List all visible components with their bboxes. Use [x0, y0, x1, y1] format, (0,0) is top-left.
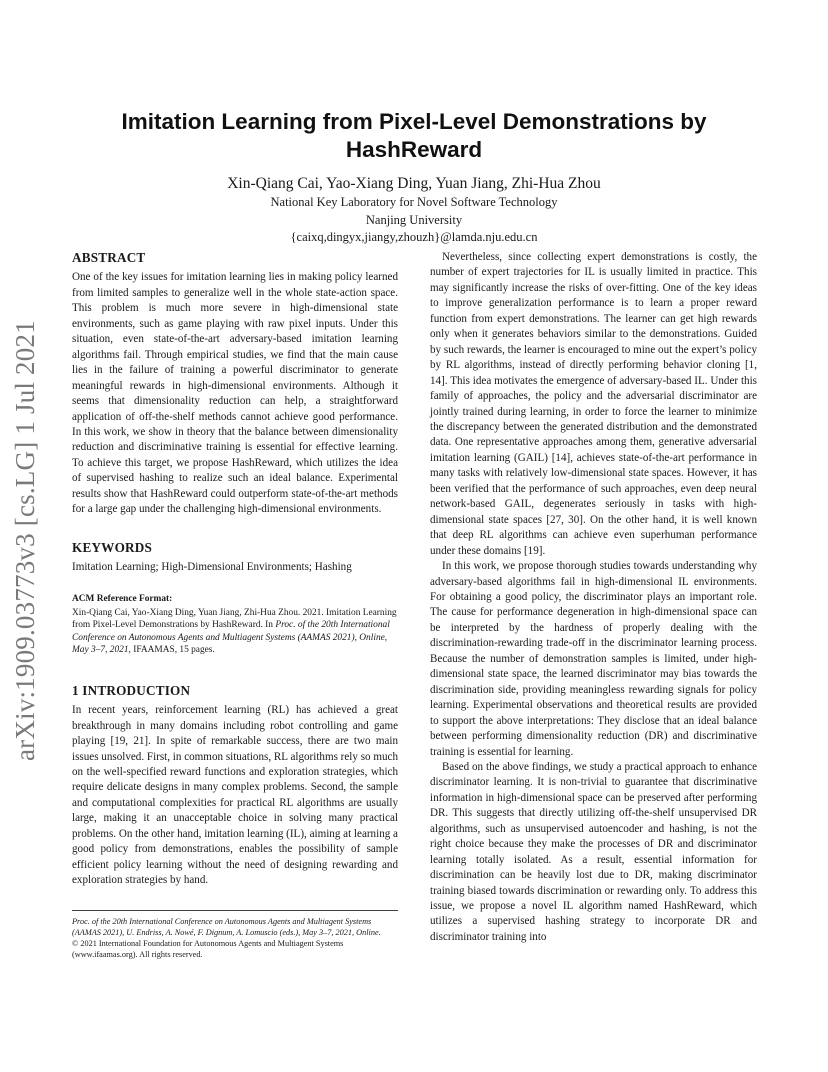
author-block: [100, 174, 728, 247]
copyright-footnote: [72, 910, 398, 960]
keywords-heading: KEYWORDS: [72, 539, 153, 555]
left-column: [72, 250, 398, 889]
paper-title: Imitation Learning from Pixel-Level Demonstrations by HashReward: [121, 109, 707, 162]
body-paragraph: Based on the above findings, we study a practical approach to enhance discriminator learning. It is non-trivial to guarantee that discriminative information in high-dimensional space can be preserved after performing DR. This suggests that directly utilizing off-the-shelf unsupervised DR algorithms, such as unsupervised autoencoder and hashing, is not the right choice because they make the processes of DR and discriminator learning totally isolated. As a result, essential information for discrimination can be heavily lost due to DR, making discriminator training biased towards discrimination or rewarding only. To address this issue, we propose a novel IL algorithm named HashReward, which utilizes a supervised hashing strategy to incorporate DR and discriminator training into: [430, 760, 757, 943]
affiliation-university: Nanjing University: [365, 212, 463, 227]
author-list: Xin-Qiang Cai, Yao-Xiang Ding, Yuan Jiang, Zhi-Hua Zhou: [227, 175, 601, 192]
keywords-text: Imitation Learning; High-Dimensional Environments; Hashing: [72, 561, 352, 574]
footnote-proceedings: Proc. of the 20th International Conference on Autonomous Agents and Multiagent Systems (AAMAS 2021), U. Endriss, A. Nowé, F. Dignum, A. Lomuscio (eds.), May 3–7, 2021, Online.: [72, 917, 381, 937]
footnote-copyright: © 2021 International Foundation for Autonomous Agents and Multiagent Systems (www.ifaamas.org). All rights reserved.: [72, 939, 344, 959]
acm-reference: [72, 592, 398, 657]
acm-reference-label: ACM Reference Format:: [72, 593, 173, 604]
body-paragraph: Nevertheless, since collecting expert demonstrations is costly, the number of expert trajectories for IL is usually limited in practice. This may significantly increase the risks of over-fitting. One of the key ideas to improve generalization performance is to learn a proper reward function from expert demonstrations. The learner can get high rewards only when it generates behaviors similar to the demonstrations. Guided by such rewards, the learner is encouraged to mine out the expert’s policy by RL algorithms, instead of directly performing behavior cloning [1, 14]. This idea motivates the emergence of adversary-based IL. Under this family of approaches, the policy and the adversarial discriminator are jointly trained during learning, in order to force the learner to minimize the discrepancy between the generated distribution and the demonstrated data. One representative approaches among them, generative adversarial imitation learning (GAIL) [14], achieves state-of-the-art performance in many tasks with relatively low-dimensional state spaces. However, it has been verified that the performance of such approaches, even deep neural network-based GAIL, degenerates seriously in tasks with high-dimensional state spaces [27, 30]. On the other hand, it is well known that deep RL algorithms can achieve even superhuman performance under these domains [19].: [430, 251, 757, 557]
arxiv-identifier: arXiv:1909.03773v3 [cs.LG] 1 Jul 2021: [10, 320, 40, 761]
introduction-text: In recent years, reinforcement learning (RL) has achieved a great breakthrough in many domains including robot controlling and game playing [19, 21]. In spite of remarkable success, there are two main issues unsolved. First, in common situations, RL algorithms rely so much on the well-specified reward functions and exploration strategies, which require delicate designs in many complex problems. Second, the sample and computational complexities for practical RL algorithms are usually large, making it an unacceptable choice in solving many practical problems. On the other hand, imitation learning (IL), aiming at learning a good policy from demonstrations, enables the possibility of sample efficient policy learning without the need of designing rewarding and exploration strategies by hand.: [72, 704, 398, 887]
introduction-heading: 1 INTRODUCTION: [72, 682, 191, 698]
body-paragraph: In this work, we propose thorough studies towards understanding why adversary-based algorithms fail in high-dimensional IL environments. For obtaining a good policy, the discriminator plays an important role. The cause for performance degeneration in high-dimensional space can be interpreted by the hardness of properly dealing with the discrimination-rewarding trade-off in the discriminator learning process. Because the number of demonstration samples is limited, under high-dimensional state space, the learned discriminator may bias towards the discrimination side, providing meaningless rewarding signals for policy learning. Experimental observations and theoretical results are provided to support the above interpretations: They disclose that an ideal balance between performing dimensionality reduction (DR) and discriminative training is essential for learning.: [430, 560, 757, 758]
author-emails: {caixq,dingyx,jiangy,zhouzh}@lamda.nju.edu.cn: [290, 230, 538, 244]
abstract-text: One of the key issues for imitation learning lies in making policy learned from limited samples to generalize well in the whole state-action space. This problem is much more severe in high-dimensional state environments, such as game playing with raw pixel inputs. Under this situation, even state-of-the-art adversary-based imitation learning algorithms fail. Through empirical studies, we find that the main cause lies in the failure of training a powerful discriminator to generate meaningful rewards in high-dimensional environments. Although it seems that dimensionality reduction can help, a straightforward application of off-the-shelf methods cannot achieve good performance. In this work, we show in theory that the balance between dimensionality reduction and discriminative training is essential for effective learning. To achieve this target, we propose HashReward, which utilizes the idea of supervised hashing to realize such an ideal balance. Experimental results show that HashReward could outperform state-of-the-art methods for a large gap under the challenging high-dimensional environments.: [72, 271, 398, 516]
abstract-heading: ABSTRACT: [72, 250, 146, 265]
right-column: [430, 250, 757, 945]
affiliation-lab: National Key Laboratory for Novel Software Technology: [270, 195, 558, 209]
acm-reference-text: Xin-Qiang Cai, Yao-Xiang Ding, Yuan Jiang, Zhi-Hua Zhou. 2021. Imitation Learning from Pixel-Level Demonstrations by HashReward. In Proc. of the 20th International Conference on Autonomous Agents and Multiagent Systems (AAMAS 2021), Online, May 3–7, 2021, IFAAMAS, 15 pages.: [72, 608, 397, 656]
